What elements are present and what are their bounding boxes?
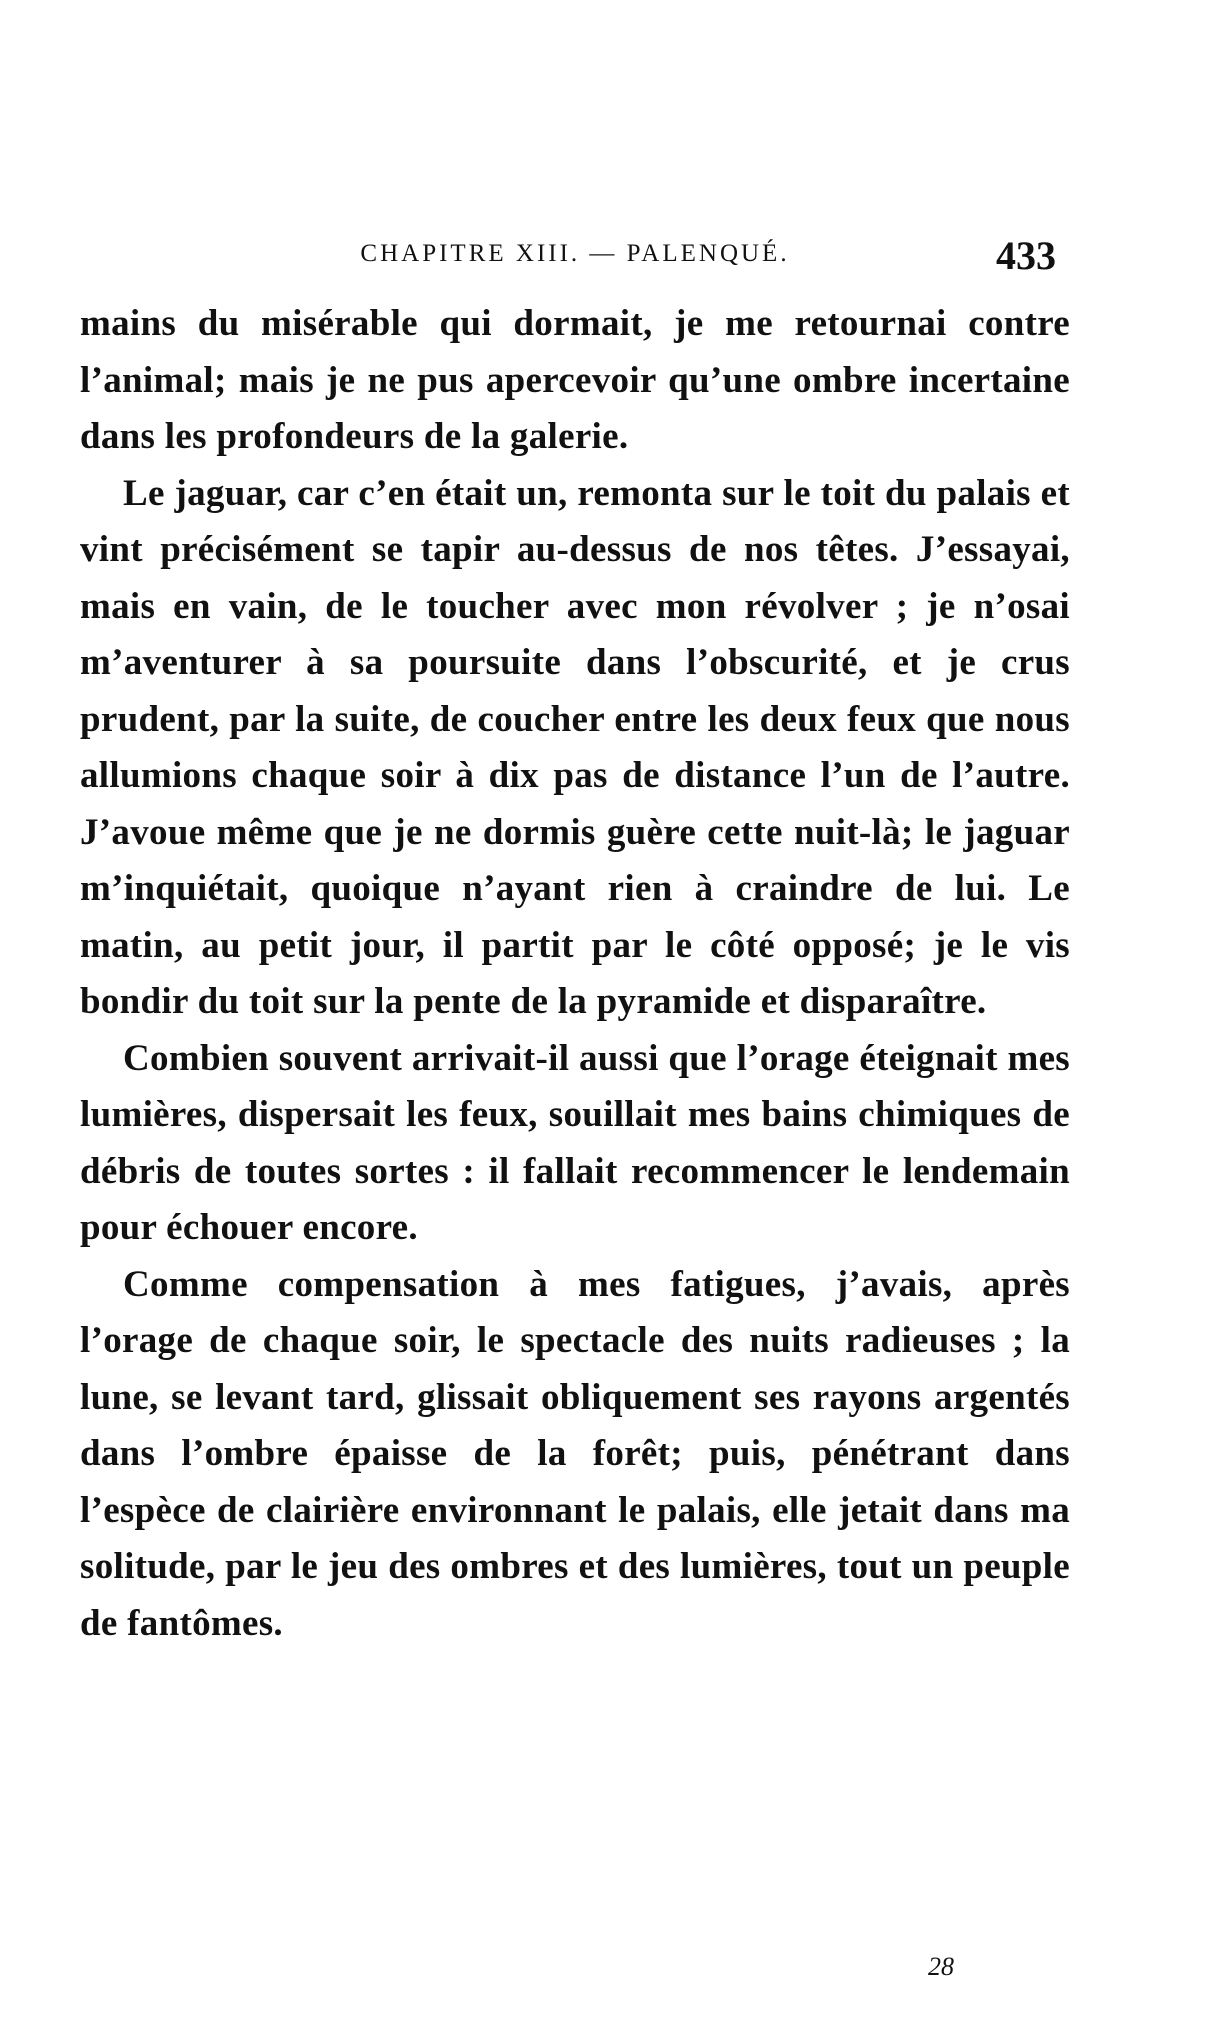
page-number: 433 [996,233,1056,278]
printer-signature-mark: 28 [928,1952,954,1981]
paragraph-1: mains du misérable qui dormait, je me retournai contre l’animal; mais je ne pus apercevoir qu’une ombre incertaine dans les profondeurs de la galerie. [80,303,1070,457]
running-head [80,232,1070,282]
paragraph-3: Combien souvent arrivait-il aussi que l’orage éteignait mes lumières, dispersait les feux, souillait mes bains chimiques de débris de toutes sortes : il fallait recommencer le lendemain pour échouer encore. [80,1037,1070,1248]
paragraph-2: Le jaguar, car c’en était un, remonta sur le toit du palais et vint précisément se tapir au-dessus de nos têtes. J’essayai, mais en vain, de le toucher avec mon révolver ; je n’osai m’aventurer à sa poursuite dans l’obscurité, et je crus prudent, par la suite, de coucher entre les deux feux que nous allumions chaque soir à dix pas de distance l’un de l’autre. J’avoue même que je ne dormis guère cette nuit-là; le jaguar m’inquiétait, quoique n’ayant rien à craindre de lui. Le matin, au petit jour, il partit par le côté opposé; je le vis bondir du toit sur la pente de la pyramide et disparaître. [80,472,1070,1022]
body-text [80,296,1070,1652]
paragraph-4: Comme compensation à mes fatigues, j’avais, après l’orage de chaque soir, le spectacle des nuits radieuses ; la lune, se levant tard, glissait obliquement ses rayons argentés dans l’ombre épaisse de la forêt; puis, pénétrant dans l’espèce de clairière environnant le palais, elle jetait dans ma solitude, par le jeu des ombres et des lumières, tout un peuple de fantômes. [80,1263,1070,1644]
chapter-title: CHAPITRE XIII. — PALENQUÉ. [360,240,790,267]
